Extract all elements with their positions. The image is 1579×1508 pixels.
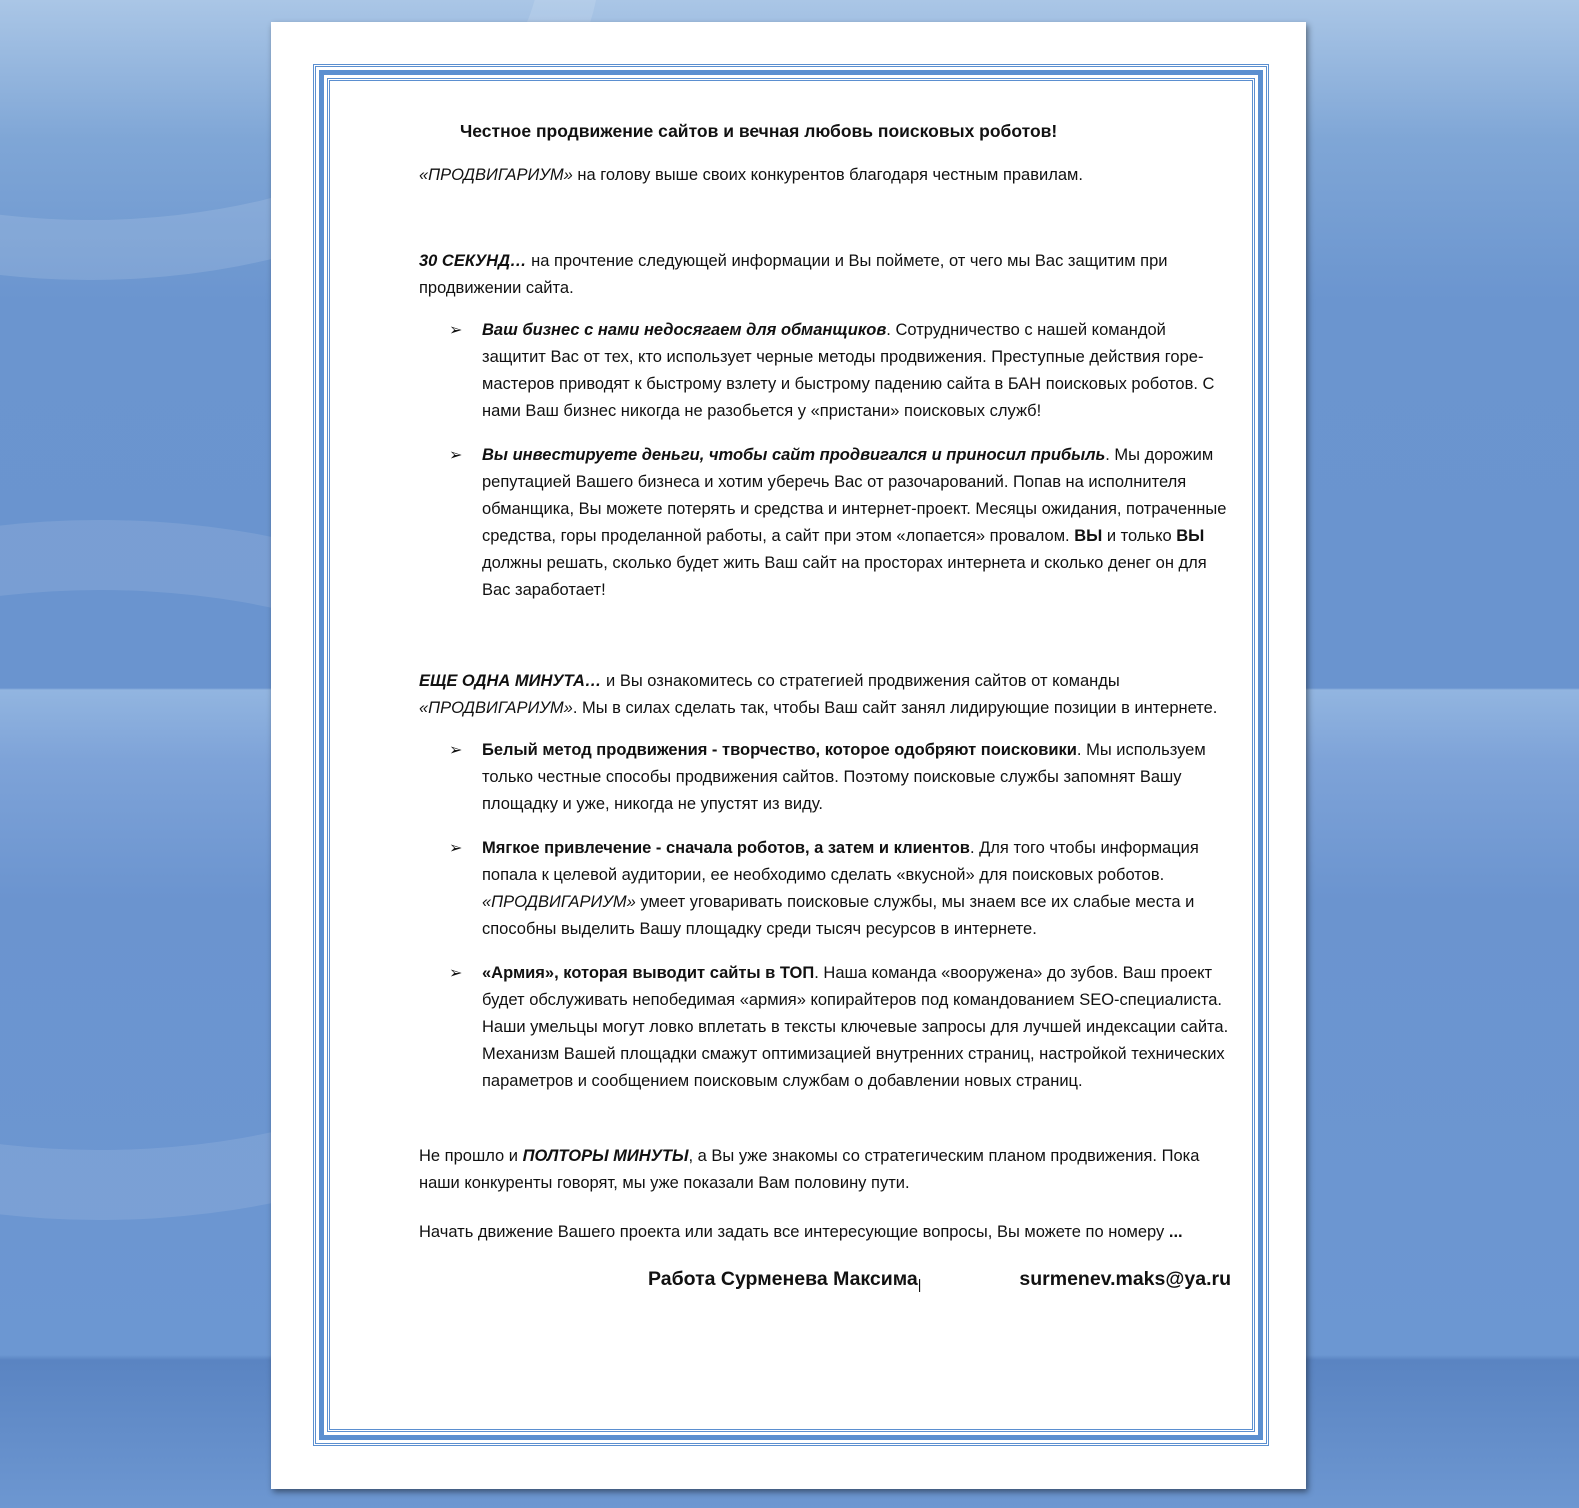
section-2-heading: ЕЩЕ ОДНА МИНУТА… [419,672,602,690]
contact-paragraph: Начать движение Вашего проекта или задать все интересующие вопросы, Вы можете по номеру ... [419,1223,1183,1241]
arrow-bullet-icon: ➢ [449,840,463,857]
author-email: surmenev.maks@ya.ru [1019,1268,1231,1290]
closing-paragraph: Не прошло и ПОЛТОРЫ МИНУТЫ, а Вы уже знакомы со стратегическим планом продвижения. Пока наши конкуренты говорят, мы уже показали Вам половину пути. [419,1147,1200,1192]
document-page [271,22,1306,1489]
section-2-lead: ЕЩЕ ОДНА МИНУТА… и Вы ознакомитесь со стратегией продвижения сайтов от команды «ПРОДВИГАРИУМ». Мы в силах сделать так, чтобы Ваш сайт занял лидирующие позиции в интернете. [419,672,1218,717]
document-title: Честное продвижение сайтов и вечная любовь поисковых роботов! [460,121,1058,141]
section-1-lead: 30 СЕКУНД… на прочтение следующей информации и Вы поймете, от чего мы Вас защитим при продвижении сайта. [419,252,1168,297]
list-item: ➢ Мягкое привлечение - сначала роботов, а затем и клиентов. Для того чтобы информация попала к целевой аудитории, ее необходимо сделать «вкусной» для поисковых роботов. «ПРОДВИГАРИУМ» умеет уговаривать поисковые службы, мы знаем все их слабые места и способны выделить Вашу площадку среди тысяч ресурсов в интернете. [419,835,1231,943]
brand-name: «ПРОДВИГАРИУМ» [419,166,573,184]
text-cursor-icon: | [917,1276,922,1292]
section-1-heading: 30 СЕКУНД… [419,252,527,270]
arrow-bullet-icon: ➢ [449,447,463,464]
signature-line [419,1266,1231,1298]
list-item: ➢ Ваш бизнес с нами недосягаем для обманщиков. Сотрудничество с нашей командой защитит Вас от тех, кто использует черные методы продвижения. Преступные действия горе-мастеров приводят к быстрому взлету и быстрому падению сайта в БАН поисковых роботов. С нами Ваш бизнес никогда не разобьется у «пристани» поисковых служб! [419,317,1231,425]
arrow-bullet-icon: ➢ [449,742,463,759]
brand-name: «ПРОДВИГАРИУМ» [482,893,636,911]
brand-name: «ПРОДВИГАРИУМ» [419,699,573,717]
section-2-list [419,737,1231,1095]
arrow-bullet-icon: ➢ [449,322,463,339]
intro-paragraph: «ПРОДВИГАРИУМ» на голову выше своих конкурентов благодаря честным правилам. [419,166,1083,184]
document-body [419,118,1231,1298]
author-name: Работа Сурменева Максима [648,1268,918,1290]
arrow-bullet-icon: ➢ [449,965,463,982]
section-1-list [419,317,1231,604]
list-item: ➢ «Армия», которая выводит сайты в ТОП. Наша команда «вооружена» до зубов. Ваш проект будет обслуживать непобедимая «армия» копирайтеров под командованием SEO-специалиста. Наши умельцы могут ловко вплетать в тексты ключевые запросы для лучшей индексации сайта. Механизм Вашей площадки смажут оптимизацией внутренних страниц, настройкой технических параметров и сообщением поисковым службам о добавлении новых страниц. [419,960,1231,1095]
list-item: ➢ Вы инвестируете деньги, чтобы сайт продвигался и приносил прибыль. Мы дорожим репутацией Вашего бизнеса и хотим уберечь Вас от разочарований. Попав на исполнителя обманщика, Вы можете потерять и средства и интернет-проект. Месяцы ожидания, потраченные средства, горы проделанной работы, а сайт при этом «лопается» провалом. ВЫ и только ВЫ должны решать, сколько будет жить Ваш сайт на просторах интернета и сколько денег он для Вас заработает! [419,442,1231,604]
list-item: ➢ Белый метод продвижения - творчество, которое одобряют поисковики. Мы используем только честные способы продвижения сайтов. Поэтому поисковые службы запомнят Вашу площадку и уже, никогда не упустят из виду. [419,737,1231,818]
